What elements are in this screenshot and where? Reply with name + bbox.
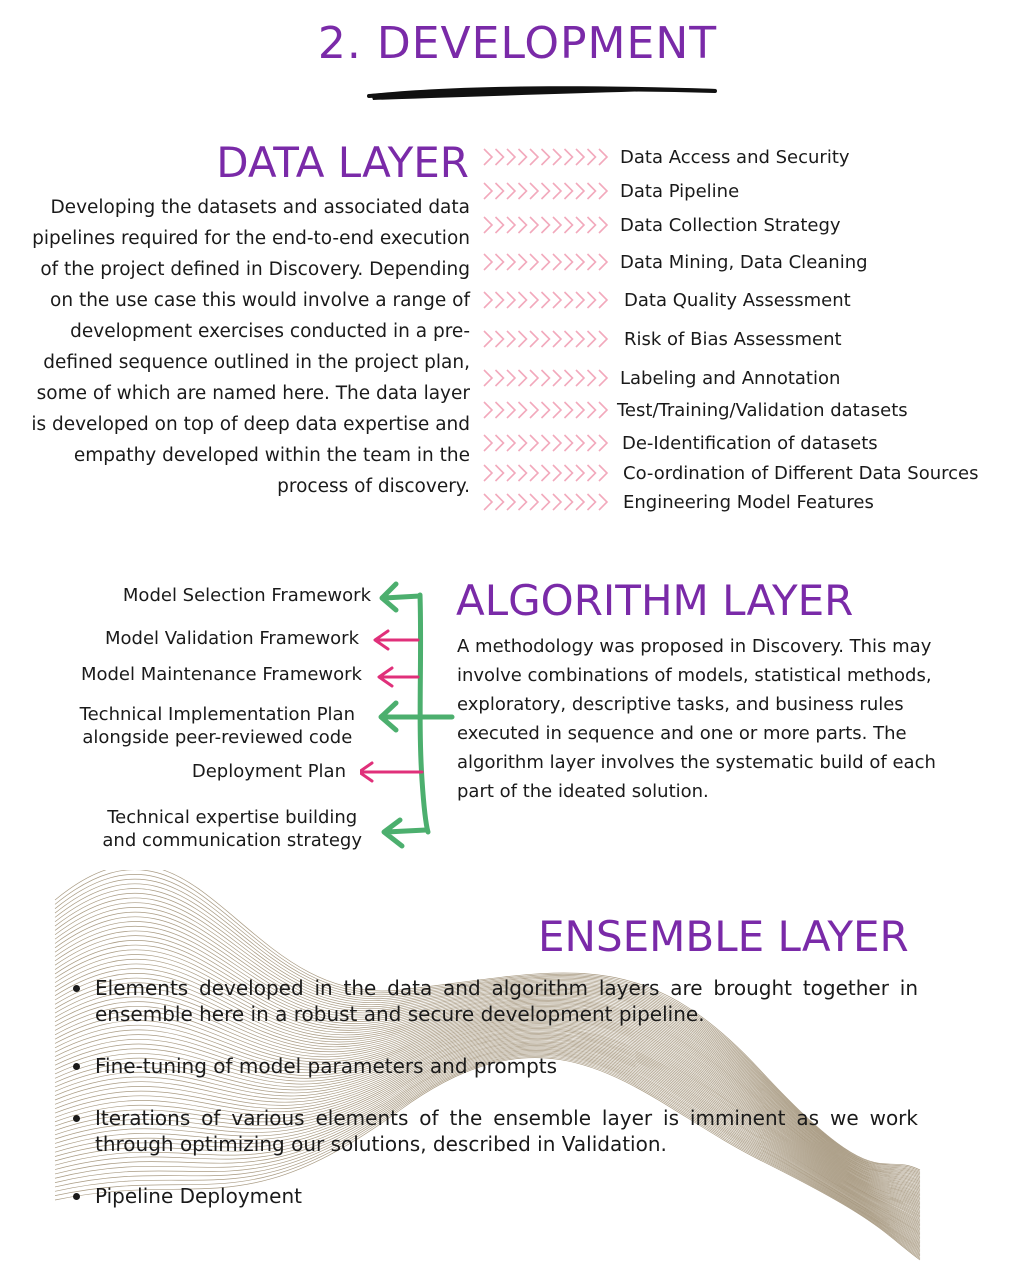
- data-layer-item: Data Access and Security: [482, 144, 850, 170]
- data-layer-description: Developing the datasets and associated data pipelines required for the end-to-end execution of the project defined in Discovery. Depending on the use case this would involve a range of development exercises conducted in a pre-defined sequence outlined in the project plan, some of which are named here. The data layer is developed on top of deep data expertise and empathy developed within the team in the process of discovery.: [31, 197, 470, 497]
- data-layer-item: Risk of Bias Assessment: [482, 326, 842, 352]
- arrow-green-icon: [382, 584, 420, 610]
- data-layer-item: Data Collection Strategy: [482, 212, 841, 238]
- algorithm-item: Model Validation Framework: [104, 628, 359, 649]
- data-layer-item: Labeling and Annotation: [482, 365, 840, 391]
- arrow-pink-icon: [360, 763, 422, 781]
- arrow-pink-icon: [379, 668, 418, 686]
- chevrons-icon: [482, 462, 612, 484]
- data-layer-item: Engineering Model Features: [482, 489, 874, 515]
- algorithm-item: Model Selection Framework: [122, 585, 371, 606]
- algorithm-item: Technical expertise building and communication strategy: [102, 807, 362, 851]
- algorithm-item: Model Maintenance Framework: [80, 664, 362, 685]
- chevrons-icon: [482, 328, 612, 350]
- algorithm-layer-description: A methodology was proposed in Discovery. This may involve combinations of models, statistical methods, exploratory, descriptive tasks, and business rules executed in sequence and one or more parts. The algorithm layer involves the systematic build of each part of the ideated solution.: [457, 636, 936, 802]
- data-layer-item: Data Pipeline: [482, 178, 739, 204]
- chevrons-icon: [482, 251, 612, 273]
- chevrons-icon: [482, 289, 612, 311]
- data-layer-item: Data Quality Assessment: [482, 287, 851, 313]
- chevrons-icon: [482, 491, 612, 513]
- brush-stroke-underline: [365, 80, 725, 104]
- algorithm-layer-heading: ALGORITHM LAYER: [456, 576, 854, 625]
- ensemble-bullet-list: [72, 975, 918, 1209]
- data-layer-heading: DATA LAYER: [216, 138, 469, 187]
- chevrons-icon: [482, 180, 612, 202]
- data-layer-item: Test/Training/Validation datasets: [482, 397, 908, 423]
- algorithm-item: Technical Implementation Plan alongside peer-reviewed code: [79, 704, 355, 748]
- chevrons-icon: [482, 146, 612, 168]
- list-item: Pipeline Deployment: [72, 1183, 918, 1209]
- arrow-green-icon: [384, 820, 426, 846]
- list-item: Iterations of various elements of the ensemble layer is imminent as we work through optimizing our solutions, described in Validation.: [72, 1105, 918, 1157]
- data-layer-item: Co-ordination of Different Data Sources: [482, 460, 978, 486]
- page-title: 2. DEVELOPMENT: [317, 18, 718, 69]
- algorithm-item: Deployment Plan: [191, 761, 346, 782]
- chevrons-icon: [482, 432, 612, 454]
- ensemble-layer-heading: ENSEMBLE LAYER: [538, 912, 909, 961]
- data-layer-item: Data Mining, Data Cleaning: [482, 249, 868, 275]
- chevrons-icon: [482, 367, 612, 389]
- chevrons-icon: [482, 214, 612, 236]
- chevrons-icon: [482, 399, 612, 421]
- arrow-pink-icon: [375, 631, 418, 649]
- list-item: Fine-tuning of model parameters and prompts: [72, 1053, 918, 1079]
- list-item: Elements developed in the data and algorithm layers are brought together in ensemble here in a robust and secure development pipeline.: [72, 975, 918, 1027]
- arrow-green-icon: [381, 703, 452, 730]
- data-layer-item: De-Identification of datasets: [482, 430, 878, 456]
- branch-arrows-diagram: [360, 570, 460, 860]
